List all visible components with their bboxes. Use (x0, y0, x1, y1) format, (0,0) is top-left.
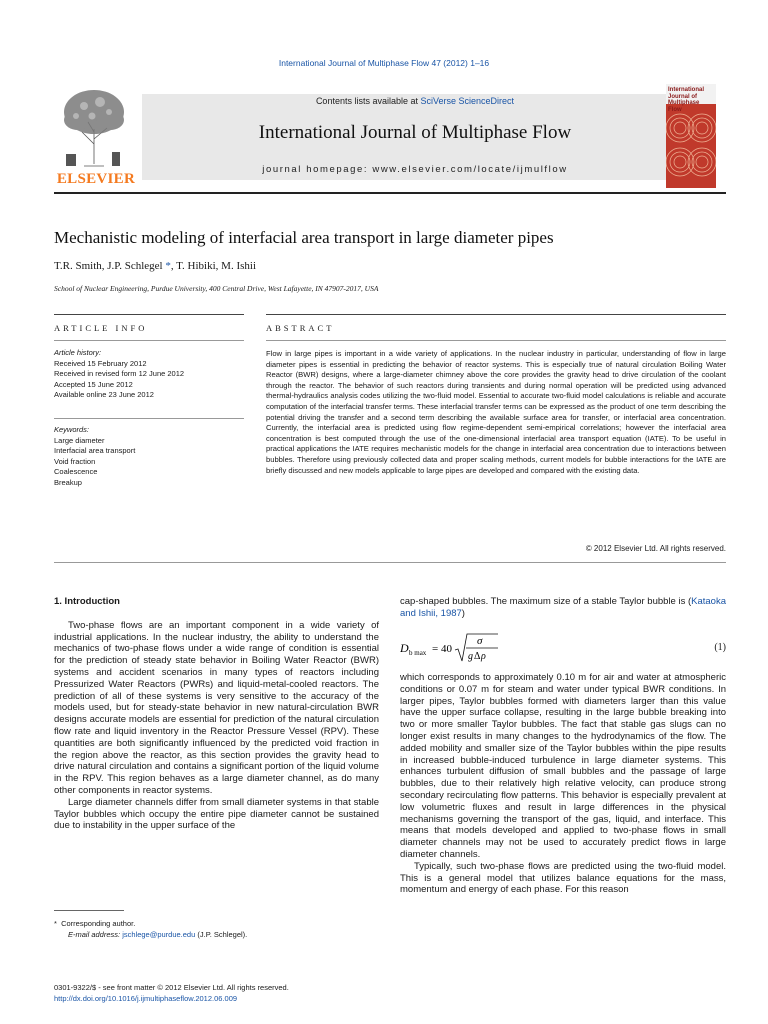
page-footer (54, 982, 289, 1004)
history-entry: Received in revised form 12 June 2012 (54, 369, 185, 378)
svg-text:Δ: Δ (474, 651, 481, 662)
footnote-rule (54, 910, 124, 911)
journal-citation[interactable]: International Journal of Multiphase Flow 47 (2012) 1–16 (278, 58, 490, 68)
footnote-corresponding: Corresponding author. (61, 919, 136, 928)
article-title: Mechanistic modeling of interfacial area transport in large diameter pipes (54, 228, 554, 247)
svg-text:= 40: = 40 (432, 643, 452, 655)
elsevier-tree-logo (54, 84, 134, 188)
keyword: Large diameter (54, 435, 105, 445)
abstract-copyright: © 2012 Elsevier Ltd. All rights reserved. (585, 544, 726, 553)
body-paragraph: which corresponds to approximately 0.10 m for air and water at atmospheric conditions or 0.07 m for steam and water under typical BWR conditions. In larger pipes, Taylor bubbles formed with diameters larger than this value have the upper surface collapse, resulting in the large bubble breaking into two or more smaller Taylor bubbles. The fact that stable gas slugs can no longer exist results in many changes to the hydrodynamics of the flow. The added mobility and smaller size of the Taylor bubbles within the pipe results in increased bubble-induced turbulence in large diameter systems. This enhances turbulent diffusion of small bubbles and the passage of large bubbles, due to their relatively high relative velocity, can produce strong secondary recirculating flow patterns. This behavior is especially prevalent at low volumetric fluxes and result in large differences in the physical mechanisms governing the transport of the gas, liquid, and interface. This means that models developed and applied to two-phase flows in small diameter channels may not be used to accurately predict flows in large diameter channels. (400, 672, 726, 860)
cover-title: International Journal of Multiphase Flow (668, 87, 705, 113)
journal-title: International Journal of Multiphase Flow (258, 122, 572, 143)
footnote-mark: * (54, 919, 57, 928)
history-entry: Received 15 February 2012 (54, 358, 147, 368)
journal-header (54, 80, 716, 190)
history-entry: Available online 23 June 2012 (54, 390, 154, 399)
abstract-heading: ABSTRACT (266, 323, 335, 333)
doi-link[interactable]: http://dx.doi.org/10.1016/j.ijmultiphaseflow.2012.06.009 (54, 994, 238, 1003)
history-entry: Accepted 15 June 2012 (54, 379, 133, 389)
body-right-column-intro: cap-shaped bubbles. The maximum size of a stable Taylor bubble is (Kataoka and Ishii, 1987) (400, 596, 727, 619)
sciencedirect-link[interactable]: SciVerse ScienceDirect (420, 96, 515, 106)
body-paragraph: Typically, such two-phase flows are predicted using the two-fluid model. This is a general model that utilizes balance equations for the mass, momentum and energy of each phase. For this reason (400, 860, 726, 896)
svg-text:b max: b max (409, 649, 427, 657)
svg-text:ρ: ρ (481, 651, 486, 662)
keyword: Breakup (54, 477, 82, 487)
body-left-column (54, 596, 379, 832)
body-paragraph: Large diameter channels differ from small diameter systems in that stable Taylor bubbles which occupy the entire pipe diameter cannot be sustained due to instability in the upper surface of the (54, 796, 379, 832)
keyword: Coalescence (54, 467, 98, 476)
article-history-label: Article history: (54, 348, 102, 357)
citation-link-kataoka[interactable]: Kataoka and Ishii, 1987 (400, 596, 727, 619)
article-history (54, 348, 244, 401)
contents-line: Contents lists available at SciVerse ScienceDirect (315, 96, 515, 106)
svg-text:σ: σ (477, 635, 483, 647)
elsevier-wordmark: ELSEVIER (56, 171, 136, 187)
keywords (54, 425, 244, 488)
body-paragraph: Two-phase flows are an important component in a wide variety of industrial applications. In the nuclear industry, the ability to understand the mechanics of two-phase flows under a wide range of condition is essential for the prediction of steady state behavior in Boiling Water Reactor (BWR) systems and accident scenarios in many types of reactors including Pressurized Water Reactors (PWRs) and liquid-metal-cooled reactors. The prediction of all of these systems is very sensitive to the accuracy of the models used, but for steady-state behavior in new natural-circulation BWR designs accurate models are essential for prediction of the natural circulation flow rate and liquid inventory in the Reactor Pressure Vessel (RPV). These quantities are both significantly influenced by the predicted void fraction in the region above the reactor, as this section provides the gravity head to drive natural circulation and contains a significant portion of the liquid volume in the RPV. This region behaves as a large diameter channel, as do many other components in reactor systems. (54, 619, 379, 796)
author-email-link[interactable]: jschlege@purdue.edu (122, 930, 196, 939)
keyword: Interfacial area transport (54, 446, 136, 455)
keyword: Void fraction (54, 456, 96, 466)
email-label: E-mail address: (68, 930, 123, 939)
equation-1 (400, 630, 726, 666)
article-info-heading: ARTICLE INFO (54, 323, 148, 333)
svg-text:D: D (400, 641, 409, 655)
journal-banner (142, 94, 688, 180)
equation-formula (400, 630, 520, 666)
section-heading-introduction: 1. Introduction (54, 596, 120, 607)
corresponding-author-mark[interactable]: * (165, 260, 171, 272)
cover-pattern-icon (666, 104, 716, 188)
journal-cover-thumbnail (666, 84, 716, 188)
affiliation: School of Nuclear Engineering, Purdue University, 400 Central Drive, West Lafayette, IN 47907-2017, USA (54, 284, 379, 293)
tree-icon (54, 84, 134, 168)
author-list: T.R. Smith, J.P. Schlegel *, T. Hibiki, M. Ishii (54, 260, 256, 272)
abstract-end-rule (54, 562, 726, 563)
abstract-rule (266, 314, 726, 315)
keywords-label: Keywords: (54, 425, 90, 434)
issn-line: 0301-9322/$ - see front matter © 2012 Elsevier Ltd. All rights reserved. (54, 983, 289, 992)
abstract-text: Flow in large pipes is important in a wide variety of applications. In the nuclear industry in particular, understanding of flow in large diameter pipes is essential in predicting the behavior of reactor systems. This is especially true of natural circulation Boiling Water Reactor (BWR) designs, where a large-diameter chimney above the core provides the gravity head to drive circulation of the coolant through the reactor. The behavior of such reactors during transients and during normal operation will be predicted using advanced thermal-hydraulics analysis codes utilizing the two-fluid model. Essential to accurate two-fluid model calculations is reliable and accurate computation of the interfacial transfer terms. These interfacial transfer terms can be expressed as the product of one term describing the potential driving the transfer and a second term describing the available surface area for transfer, or interfacial area concentration. Currently, the interfacial area is predicted using flow regime-dependent semi-empirical correlations; however the interfacial area concentration is best computed through the use of the one-dimensional interfacial area transport equation (IATE). To be useful in practical applications the IATE requires mechanistic models for the change in interfacial area concentration due to interactions between bubbles. Therefore using previously collected data and proper scaling methods, current models for bubble interactions for the IATE are briefly discussed and new models applicable to large pipes are developed and compared with the existing data. (266, 349, 726, 475)
footnote: * Corresponding author. E-mail address: jschlege@purdue.edu (J.P. Schlegel). (54, 919, 248, 939)
header-rule (54, 192, 726, 194)
journal-homepage[interactable]: journal homepage: www.elsevier.com/locate/ijmulflow (262, 164, 568, 175)
body-right-column (400, 672, 726, 896)
equation-number: (1) (714, 642, 726, 653)
svg-text:g: g (468, 651, 473, 662)
article-info-rule (54, 314, 244, 315)
